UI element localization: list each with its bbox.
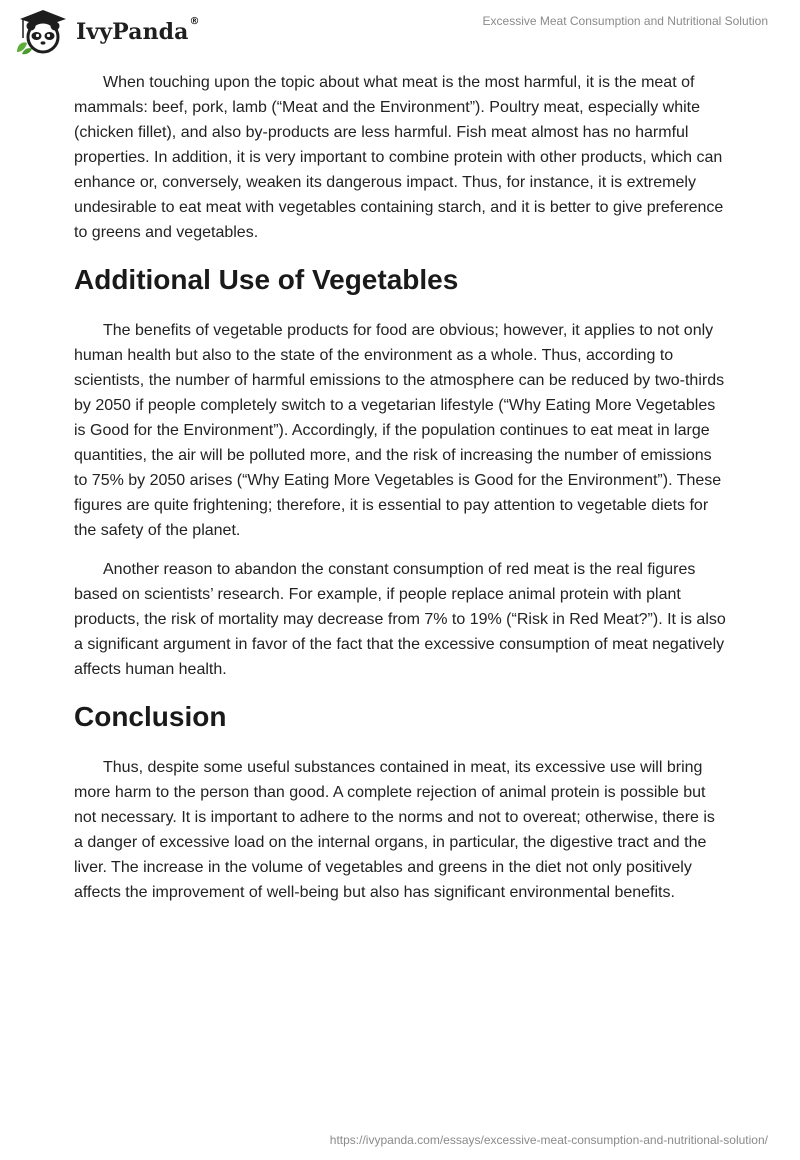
logo-text: IvyPanda: [76, 19, 189, 45]
registered-mark: ®: [189, 16, 200, 27]
document-title: Excessive Meat Consumption and Nutritional Solution: [482, 14, 768, 28]
section-heading-additional-use: Additional Use of Vegetables: [74, 264, 459, 295]
intro-paragraph: When touching upon the topic about what meat is the most harmful, it is the meat of mammals: beef, pork, lamb (“Meat and the Environment”). Poultry meat, especially white (chicken fillet), and also by-products are less harmful. Fish meat almost has no harmful properties. In addition, it is very important to combine protein with other products, which can enhance or, conversely, weaken its dangerous impact. Thus, for instance, it is extremely undesirable to eat meat with vegetables containing starch, and it is better to give preference to greens and vegetables.: [74, 74, 724, 241]
logo-wordmark: [76, 16, 200, 45]
page-header: [0, 0, 800, 64]
source-url-link[interactable]: https://ivypanda.com/essays/excessive-meat-consumption-and-nutritional-solution/: [329, 1133, 768, 1147]
section-heading-conclusion: Conclusion: [74, 701, 227, 732]
ivypanda-logo[interactable]: [14, 8, 200, 56]
essay-content: [74, 70, 726, 919]
conclusion-paragraph: Thus, despite some useful substances contained in meat, its excessive use will bring more harm to the person than good. A complete rejection of animal protein is possible but not necessary. It is important to adhere to the norms and not to overeat; otherwise, there is a danger of excessive load on the internal organs, in particular, the digestive tract and the liver. The increase in the volume of vegetables and greens in the diet not only positively affects the improvement of well-being but also has significant environmental benefits.: [74, 759, 715, 901]
vegetables-paragraph-1: The benefits of vegetable products for food are obvious; however, it applies to not only human health but also to the state of the environment as a whole. Thus, according to scientists, the number of harmful emissions to the atmosphere can be reduced by two-thirds by 2050 if people completely switch to a vegetarian lifestyle (“Why Eating More Vegetables is Good for the Environment”). Accordingly, if the population continues to eat meat in large quantities, the air will be polluted more, and the risk of increasing the number of emissions to 75% by 2050 arises (“Why Eating More Vegetables is Good for the Environment”). These figures are quite frightening; therefore, it is essential to pay attention to vegetable diets for the safety of the planet.: [74, 322, 725, 539]
panda-graduate-logo-icon: [14, 8, 72, 56]
vegetables-paragraph-2: Another reason to abandon the constant consumption of red meat is the real figures based on scientists’ research. For example, if people replace animal protein with plant products, the risk of mortality may decrease from 7% to 19% (“Risk in Red Meat?”). It is also a significant argument in favor of the fact that the excessive consumption of meat negatively affects human health.: [74, 561, 726, 678]
